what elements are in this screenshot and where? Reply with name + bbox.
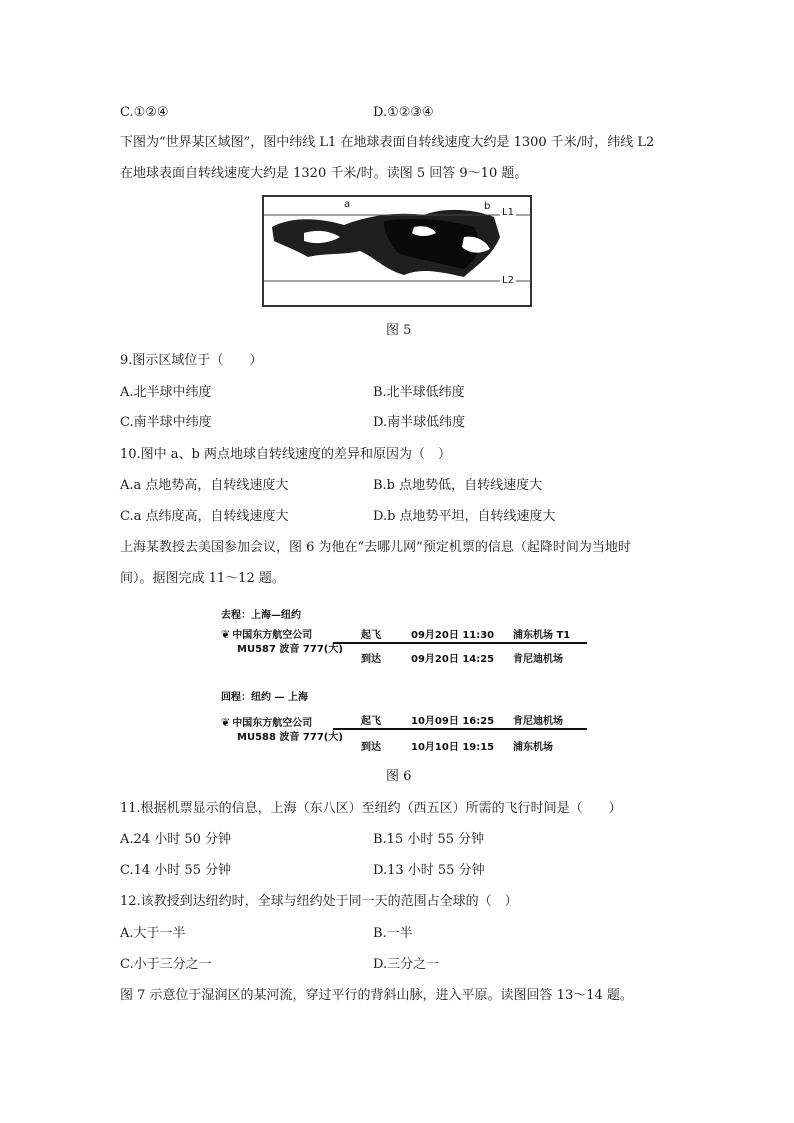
q11-option-a: A.24 小时 50 分钟 xyxy=(120,832,232,847)
return-depart-label: 起飞 xyxy=(361,716,381,727)
q10-option-b: B.b 点地势低，自转线速度大 xyxy=(373,478,543,493)
airline-logo-icon: ❦ xyxy=(221,716,231,729)
intro-text-2: 在地球表面自转线速度大约是 1320 千米/时。读图 5 回答 9～10 题。 xyxy=(120,166,528,181)
q11-option-d: D.13 小时 55 分钟 xyxy=(373,863,485,878)
question-11: 11.根据机票显示的信息，上海（东八区）至纽约（西五区）所需的飞行时间是（ ） xyxy=(120,801,622,816)
return-depart-place: 肯尼迪机场 xyxy=(513,716,563,727)
map-label-l1: L1 xyxy=(502,207,514,218)
return-flight: MU588 波音 777(大) xyxy=(237,732,343,743)
return-header: 回程：纽约 — 上海 xyxy=(221,692,308,703)
return-arrive-place: 浦东机场 xyxy=(513,742,553,753)
q10-option-a: A.a 点地势高，自转线速度大 xyxy=(120,478,289,493)
q9-option-c: C.南半球中纬度 xyxy=(120,415,212,430)
option-c-prev: C.①②④ xyxy=(120,105,169,120)
question-10: 10.图中 a、b 两点地球自转线速度的差异和原因为（ ） xyxy=(120,447,452,462)
q12-option-b: B.一半 xyxy=(373,926,413,941)
airline-logo-icon: ❦ xyxy=(221,628,231,641)
q11-option-b: B.15 小时 55 分钟 xyxy=(373,832,485,847)
q10-option-d: D.b 点地势平坦，自转线速度大 xyxy=(373,509,556,524)
q9-option-b: B.北半球低纬度 xyxy=(373,385,465,400)
outbound-arrive-time: 09月20日 14:25 xyxy=(411,654,495,665)
question-12: 12.该教授到达纽约时，全球与纽约处于同一天的范围占全球的（ ） xyxy=(120,894,518,909)
intro-text-1: 下图为“世界某区域图”，图中纬线 L1 在地球表面自转线速度大约是 1300 千米/时，纬线 L2 xyxy=(120,135,655,150)
return-divider xyxy=(333,728,587,730)
figure-5-caption: 图 5 xyxy=(386,323,412,338)
q9-option-a: A.北半球中纬度 xyxy=(120,385,212,400)
return-depart-time: 10月09日 16:25 xyxy=(411,716,495,727)
figure-6-ticket xyxy=(221,602,587,758)
q12-option-d: D.三分之一 xyxy=(373,957,440,972)
return-arrive-label: 到达 xyxy=(361,742,381,753)
outbound-depart-time: 09月20日 11:30 xyxy=(411,630,495,641)
outbound-flight: MU587 波音 777(大) xyxy=(237,644,343,655)
outbound-depart-label: 起飞 xyxy=(361,630,381,641)
question-9: 9.图示区域位于（ ） xyxy=(120,353,263,368)
q11-option-c: C.14 小时 55 分钟 xyxy=(120,863,232,878)
return-airline: ❦ 中国东方航空公司 xyxy=(221,716,313,729)
map-label-l2: L2 xyxy=(502,275,514,286)
outbound-header: 去程：上海—纽约 xyxy=(221,610,301,621)
outbound-airline: ❦ 中国东方航空公司 xyxy=(221,628,313,641)
figure-6-caption: 图 6 xyxy=(386,769,412,784)
outbound-arrive-label: 到达 xyxy=(361,654,381,665)
outbound-arrive-place: 肯尼迪机场 xyxy=(513,654,563,665)
intro-text-5: 图 7 示意位于湿润区的某河流，穿过平行的背斜山脉，进入平原。读图回答 13～14 题。 xyxy=(120,988,633,1003)
q9-option-d: D.南半球低纬度 xyxy=(373,415,466,430)
option-d-prev: D.①②③④ xyxy=(373,105,434,120)
outbound-divider xyxy=(333,642,587,644)
intro-text-4: 间）。据图完成 11～12 题。 xyxy=(120,571,285,586)
map-label-b: b xyxy=(484,201,491,212)
q12-option-c: C.小于三分之一 xyxy=(120,957,212,972)
map-label-a: a xyxy=(344,199,351,210)
return-arrive-time: 10月10日 19:15 xyxy=(411,742,495,753)
outbound-depart-place: 浦东机场 T1 xyxy=(513,630,571,641)
q10-option-c: C.a 点纬度高，自转线速度大 xyxy=(120,509,289,524)
figure-5-map xyxy=(262,195,532,307)
q12-option-a: A.大于一半 xyxy=(120,926,186,941)
intro-text-3: 上海某教授去美国参加会议，图 6 为他在“去哪儿网”预定机票的信息（起降时间为当地时 xyxy=(120,540,631,555)
